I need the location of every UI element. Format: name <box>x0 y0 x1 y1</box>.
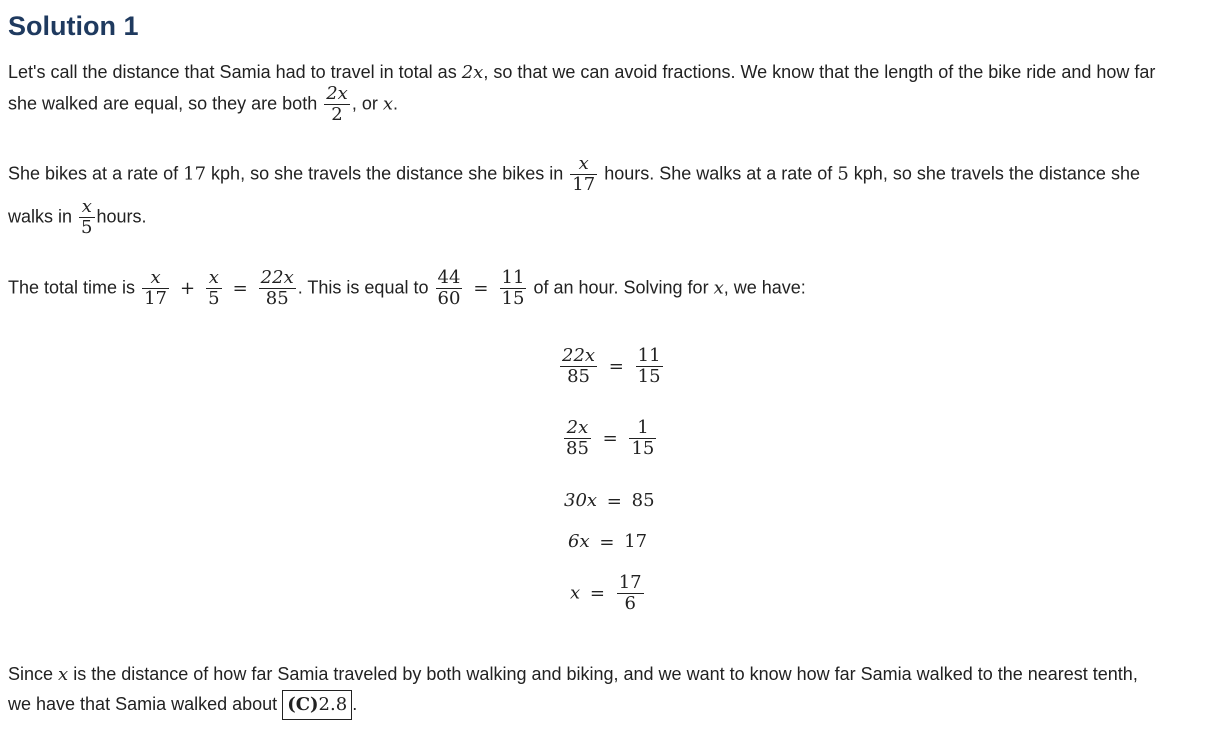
p3-text-b: . This is equal to <box>297 277 429 298</box>
p3-term-3 <box>259 268 296 309</box>
eq2-lnum: 2x <box>564 418 591 439</box>
paragraph-2-line-2 <box>8 197 147 238</box>
eq1-lden: 85 <box>567 366 590 387</box>
p1-math-x: x <box>382 93 394 115</box>
p3-t1-num: x <box>142 268 169 289</box>
equation-row-2 <box>562 418 658 459</box>
p2-text-f: hours. <box>96 206 147 227</box>
p4-text-a: Since <box>8 664 54 684</box>
eq1-lnum: 22x <box>562 345 596 366</box>
p4-text-c: we have that Samia walked about <box>8 694 278 714</box>
p1-text-b: , so that we can avoid fractions. We know that the length of the bike ride and how far <box>483 62 1156 82</box>
p3-math-x: x <box>713 277 724 299</box>
eq1-rnum: 11 <box>637 345 661 366</box>
p3-plus: + <box>179 277 196 299</box>
eq5-rhs <box>617 573 644 614</box>
p3-t2-den: 5 <box>208 288 220 309</box>
eq5-lhs: x <box>570 582 581 604</box>
eq1-equals: = <box>608 356 624 377</box>
eq2-lhs <box>564 418 591 459</box>
p4-text-b: is the distance of how far Samia traveled by both walking and biking, and we want to know how far Samia walked to the nearest tenth, <box>73 664 1138 684</box>
eq5-rnum: 17 <box>618 572 642 593</box>
p2-f2-den: 5 <box>81 217 93 238</box>
p1-text-e: . <box>393 93 399 114</box>
paragraph-4-line-1 <box>8 662 1138 687</box>
p3-equals-1: = <box>232 277 248 299</box>
eq2-lden: 85 <box>566 438 589 459</box>
eq2-equals: = <box>602 428 618 449</box>
p2-text-a: She bikes at a rate of <box>8 163 179 184</box>
eq1-rhs <box>636 346 663 387</box>
paragraph-3-line-1 <box>8 268 806 309</box>
paragraph-4-line-2 <box>8 690 357 720</box>
p3-t3-num: 22x <box>260 267 294 288</box>
p3-t2-num: x <box>206 268 221 289</box>
p2-rate-walk: 5 <box>837 163 849 185</box>
answer-box <box>282 690 352 720</box>
p3-term-2 <box>206 268 221 309</box>
eq2-rden: 15 <box>631 438 655 459</box>
p3-h2-den: 15 <box>501 288 525 309</box>
eq4-equals: = <box>599 531 615 553</box>
eq5-equals: = <box>589 583 605 604</box>
p2-text-c: hours. She walks at a rate of <box>604 163 833 184</box>
eq1-lhs <box>560 346 597 387</box>
eq2-rhs <box>629 418 656 459</box>
p3-h1-num: 44 <box>437 267 461 288</box>
p2-text-e: walks in <box>8 206 73 227</box>
p3-text-c: of an hour. Solving for <box>533 277 709 298</box>
p1-text-c: she walked are equal, so they are both <box>8 93 318 114</box>
p2-f2-num: x <box>79 197 94 218</box>
p2-text-b: kph, so she travels the distance she bikes in <box>211 163 564 184</box>
p3-t3-den: 85 <box>265 288 289 309</box>
eq3-equals: = <box>606 490 622 512</box>
answer-value: 2.8 <box>318 694 348 715</box>
paragraph-1-line-2 <box>8 84 398 125</box>
p3-hours-1 <box>436 268 463 309</box>
p3-hours-2 <box>500 268 527 309</box>
p3-text-d: , we have: <box>723 277 806 298</box>
p1-fraction <box>324 84 350 125</box>
paragraph-2-line-1 <box>8 154 1140 195</box>
p3-text-a: The total time is <box>8 277 136 298</box>
p3-t1-den: 17 <box>144 288 167 309</box>
equation-row-3 <box>564 490 655 512</box>
eq4-rhs: 17 <box>624 531 648 552</box>
equation-row-1 <box>558 346 665 387</box>
p1-frac-num: 2x <box>326 83 348 104</box>
p2-text-d: kph, so she travels the distance she <box>853 163 1140 184</box>
equation-row-5 <box>570 573 646 614</box>
p2-fraction-2 <box>79 197 94 238</box>
eq2-rnum: 1 <box>629 418 656 439</box>
p4-math-x: x <box>58 664 69 685</box>
p1-math-2x: 2x <box>461 62 484 83</box>
p2-f1-den: 17 <box>572 174 596 195</box>
p2-f1-num: x <box>570 154 597 175</box>
eq1-rden: 15 <box>637 366 661 387</box>
p3-equals-2: = <box>473 277 489 299</box>
p2-fraction-1 <box>570 154 597 195</box>
p1-text-d: , or <box>351 93 378 114</box>
solution-title: Solution 1 <box>8 11 139 41</box>
answer-letter: (C) <box>287 694 319 715</box>
p3-term-1 <box>142 268 169 309</box>
p4-text-d: . <box>352 694 358 714</box>
p2-rate-bike: 17 <box>183 163 207 185</box>
p1-frac-den: 2 <box>331 104 343 125</box>
p1-text-a: Let's call the distance that Samia had to travel in total as <box>8 62 457 82</box>
eq3-rhs: 85 <box>631 490 655 511</box>
eq3-lhs: 30x <box>564 490 598 511</box>
paragraph-1-line-1 <box>8 60 1155 85</box>
eq5-rden: 6 <box>624 593 636 614</box>
eq4-lhs: 6x <box>568 531 590 552</box>
p3-h1-den: 60 <box>437 288 461 309</box>
p3-h2-num: 11 <box>501 267 525 288</box>
equation-row-4 <box>568 531 647 553</box>
